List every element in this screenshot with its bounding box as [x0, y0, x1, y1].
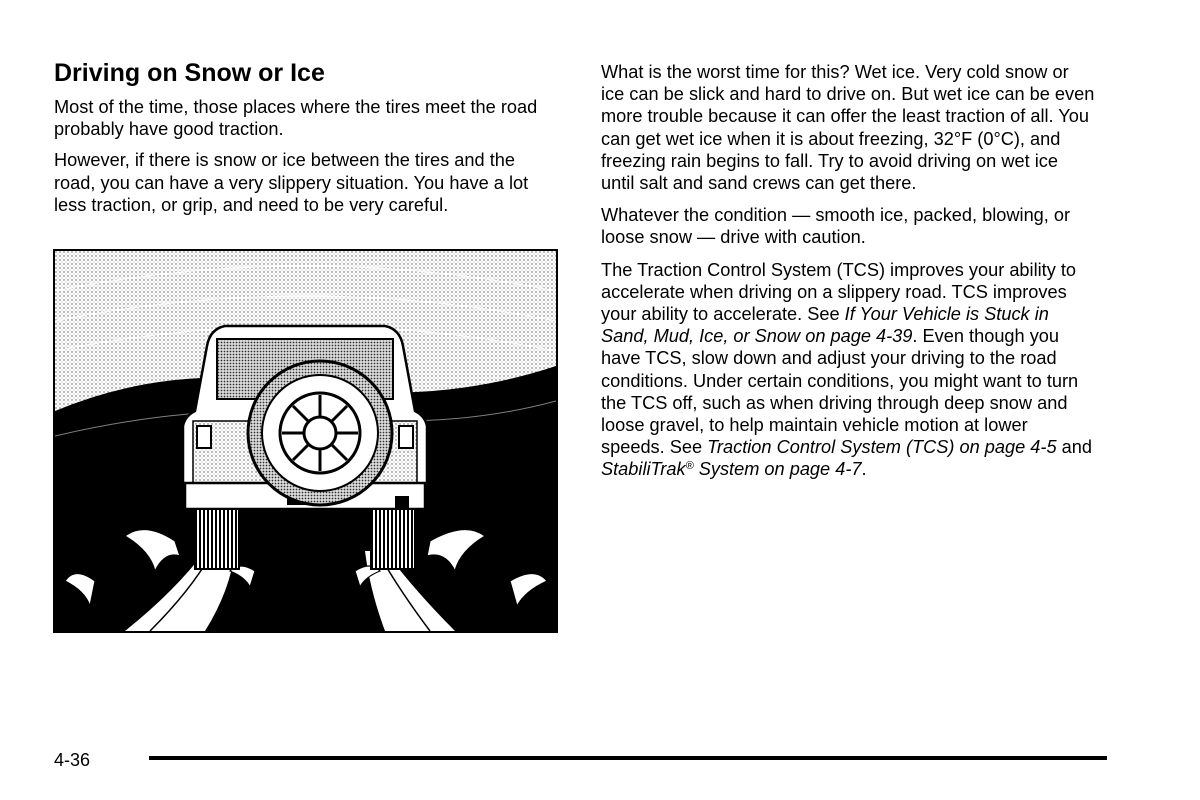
paragraph-traction: Most of the time, those places where the tires meet the road probably have good traction.: [54, 97, 538, 140]
paragraph-wet-ice: What is the worst time for this? Wet ice. Very cold snow or ice can be slick and hard to drive on. But wet ice can be even more trouble because it can offer the least traction of all. You can get wet ice when it is about freezing, 32°F (0°C), and freezing rain begins to fall. Try to avoid driving on wet ice until salt and sand crews can get there.: [601, 62, 1095, 194]
vehicle-illustration-svg: [55, 251, 556, 631]
paragraph-slippery: However, if there is snow or ice between the tires and the road, you can have a very slippery situation. You have a lot less traction, or grip, and need to be very careful.: [54, 150, 529, 215]
paragraph-tcs: [601, 259, 1096, 481]
stuck-vehicle-link[interactable]: If Your Vehicle is Stuck in Sand, Mud, Ice, or Snow on page 4-39: [601, 304, 1049, 347]
section-title: Driving on Snow or Ice: [54, 59, 325, 87]
page-number: 4-36: [54, 750, 91, 770]
stabilitrak-link[interactable]: [601, 459, 862, 479]
left-column: [54, 58, 560, 225]
paragraph-caution: Whatever the condition — smooth ice, packed, blowing, or loose snow — drive with caution.: [601, 205, 1071, 248]
stabilitrak-page: System on page 4-7: [693, 459, 862, 480]
tcs-text-4: .: [861, 459, 867, 480]
tcs-text-1: The Traction Control System (TCS) improves your ability to accelerate when driving on a slippery road. TCS improves your ability to accelerate. See: [601, 259, 1077, 325]
tcs-text-2: . Even though you have TCS, slow down and adjust your driving to the road conditions. Under certain conditions, you might want to turn the TCS off, such as when driving through deep snow and loose gravel, to help maintain vehicle motion at lower speeds. See: [601, 326, 1079, 458]
registered-mark: ®: [685, 460, 694, 473]
footer-divider: [149, 756, 1107, 760]
right-column: [601, 61, 1096, 491]
vehicle-on-snow-illustration: [53, 249, 558, 633]
stabilitrak-name: StabiliTrak: [601, 459, 686, 480]
tcs-page-link[interactable]: Traction Control System (TCS) on page 4-5: [707, 437, 1057, 458]
tcs-text-3: and: [1056, 437, 1092, 458]
